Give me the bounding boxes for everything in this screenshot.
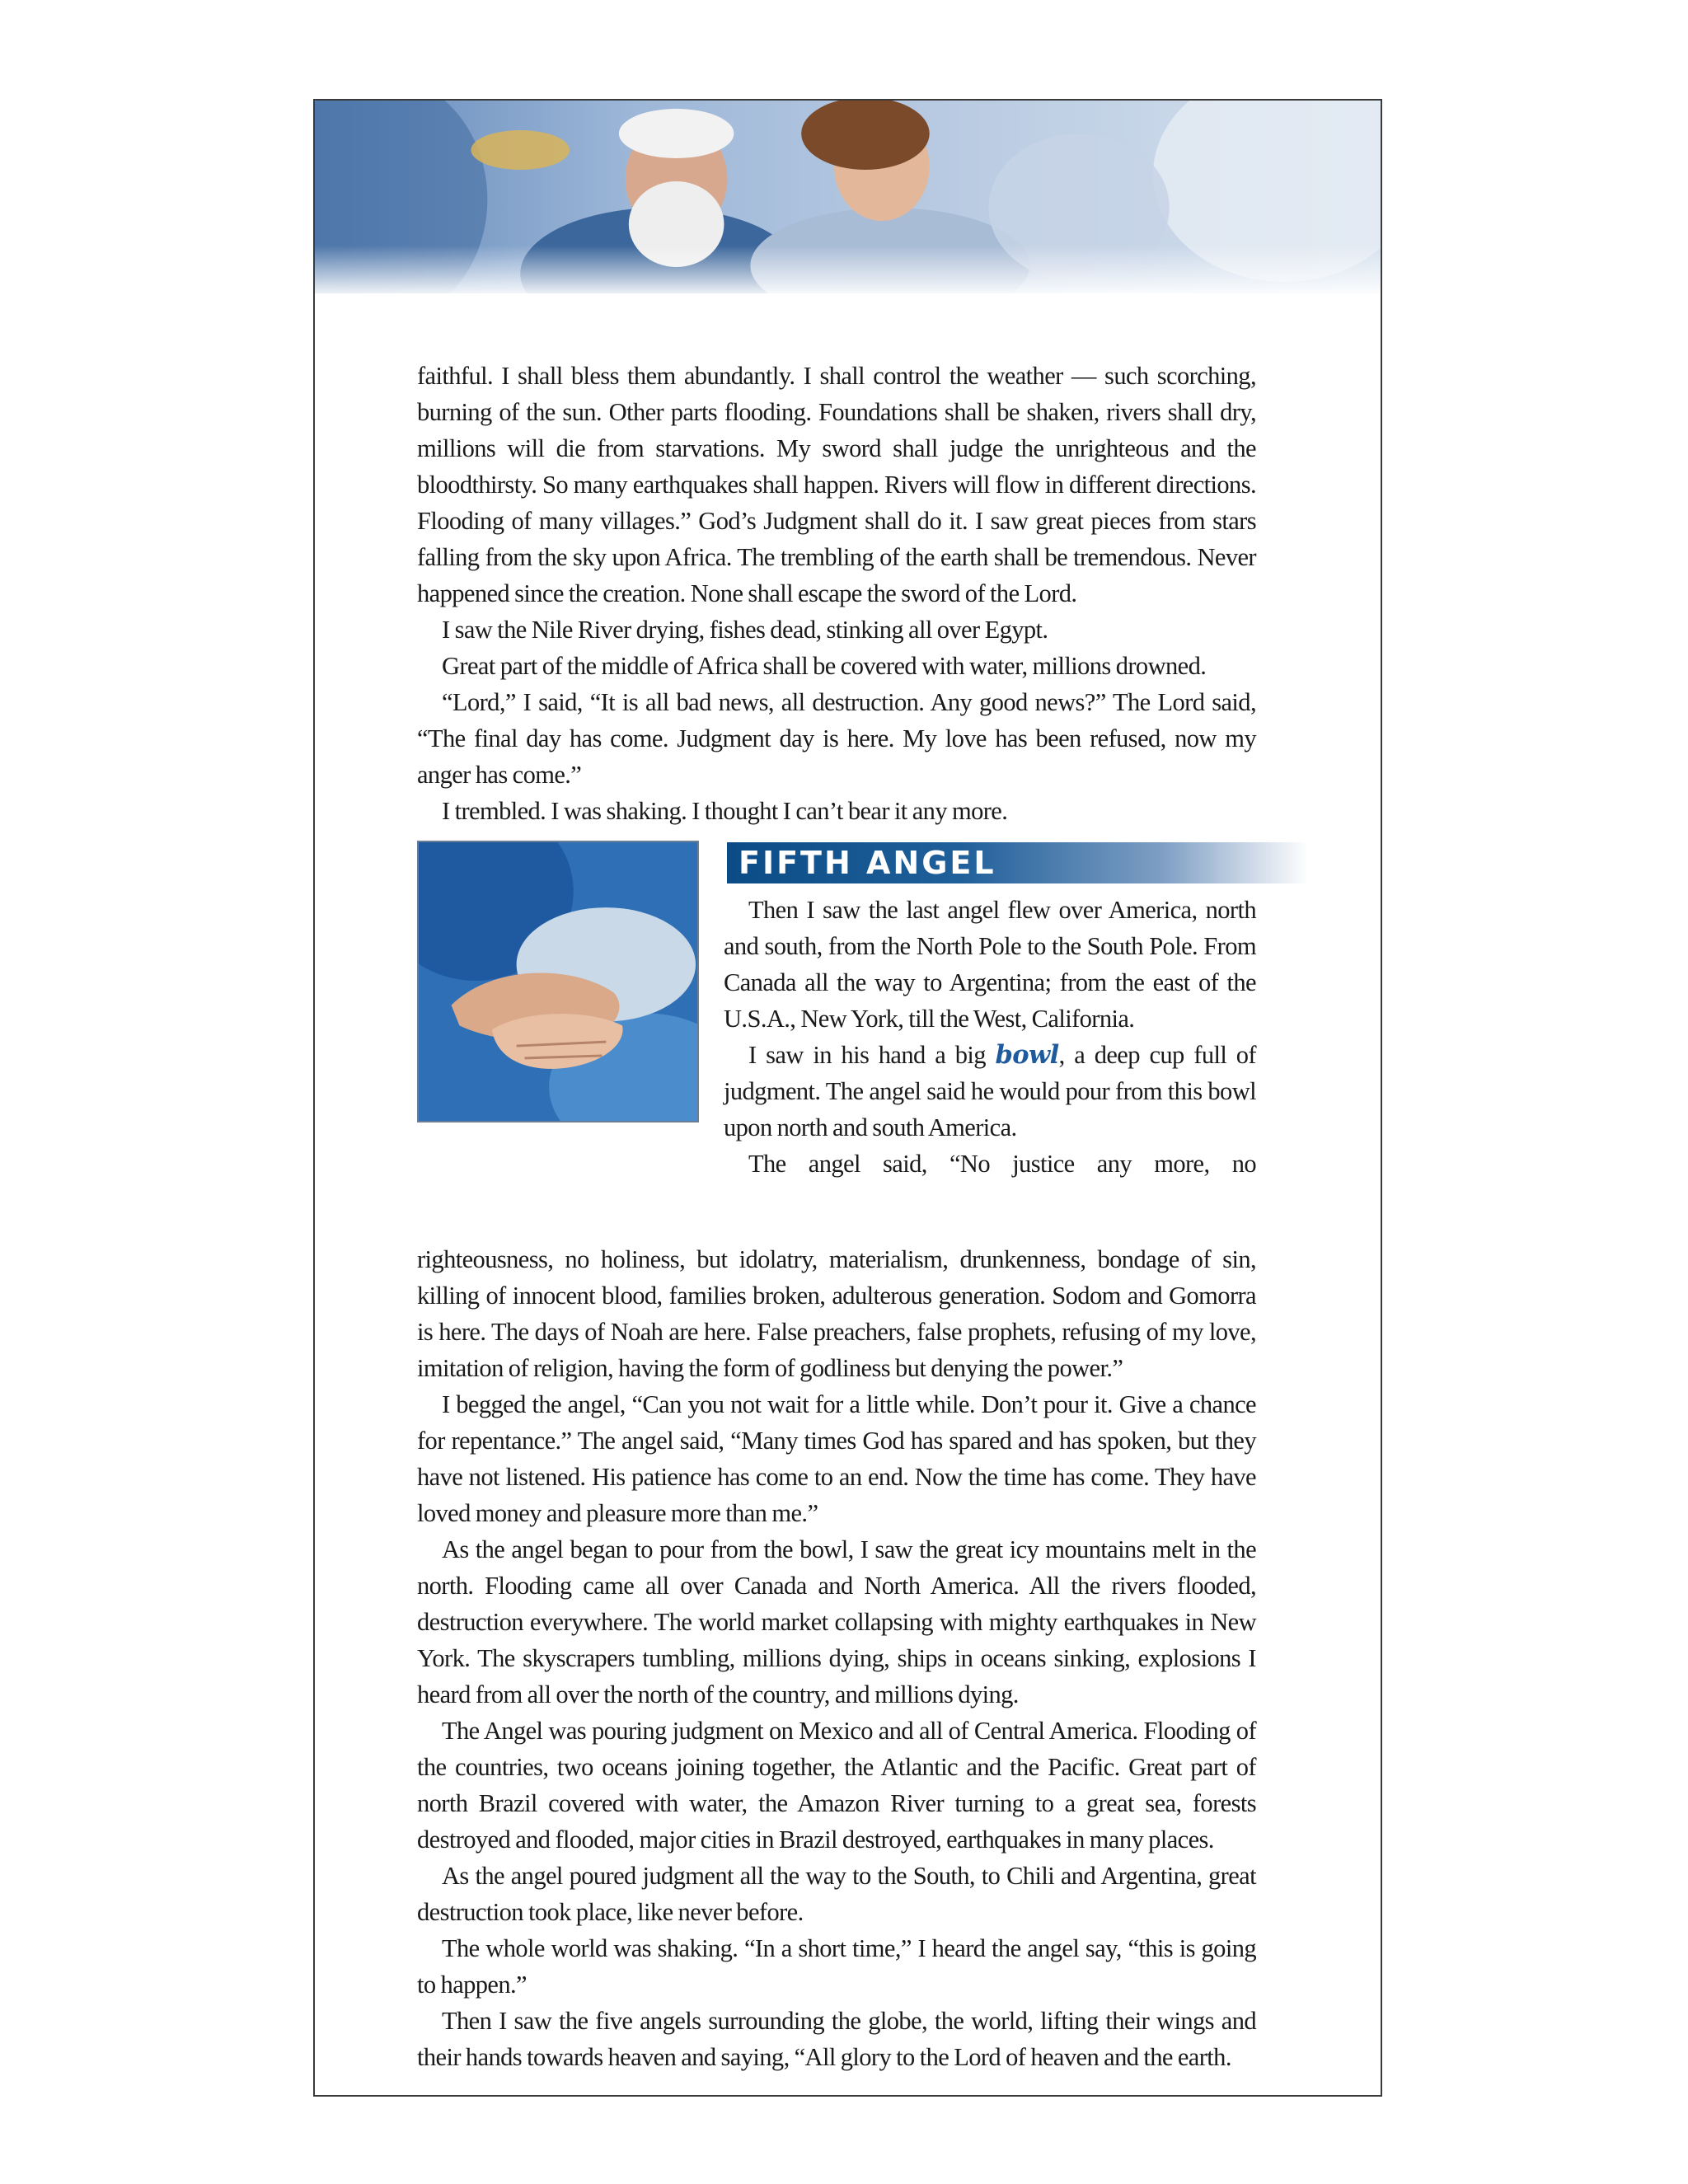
paragraph: Then I saw the last angel flew over America, north and south, from the North Pole to the South Pole. From Canada all the way to Argentina; from the east of the U.S.A., New York, till the West, California.	[724, 896, 1256, 1033]
section-heading-band	[727, 842, 1309, 883]
paragraph: The angel said, “No justice any more, no	[748, 1150, 1256, 1178]
paragraph: faithful. I shall bless them abundantly. I shall control the weather — such scorching, burning of the sun. Other parts flooding. Foundations shall be shaken, rivers shall dry, millions will die from starvations. My sword shall judge the unrighteous and the bloodthirsty. So many earthquakes shall happen. Rivers will flow in different directions. Flooding of many villages.” God’s Judgment shall do it. I saw great pieces from stars falling from the sky upon Africa. The trembling of the earth shall be tremendous. Never happened since the creation. None shall escape the sword of the Lord.	[417, 362, 1256, 607]
paragraph: The whole world was shaking. “In a short time,” I heard the angel say, “this is going to happen.”	[417, 1934, 1256, 1999]
paragraph: “Lord,” I said, “It is all bad news, all destruction. Any good news?” The Lord said, “The final day has come. Judgment day is here. My love has been refused, now my anger has come.”	[417, 688, 1256, 789]
bottom-text-block	[417, 1241, 1256, 2075]
paragraph: I trembled. I was shaking. I thought I can’t bear it any more.	[442, 797, 1008, 825]
page-frame	[313, 99, 1382, 2097]
paragraph: As the angel began to pour from the bowl, I saw the great icy mountains melt in the north. Flooding came all over Canada and North America. All the rivers flooded, destruction everywhere. The world market collapsing with mighty earthquakes in New York. The skyscrapers tumbling, millions dying, ships in oceans sinking, explosions I heard from all over the north of the country, and millions dying.	[417, 1535, 1256, 1708]
side-text-block	[724, 892, 1256, 1182]
paragraph: righteousness, no holiness, but idolatry, materialism, drunkenness, bondage of sin, killing of innocent blood, families broken, adulterous generation. Sodom and Gomorra is here. The days of Noah are here. False preachers, false prophets, refusing of my love, imitation of religion, having the form of godliness but denying the power.”	[417, 1245, 1256, 1382]
emphasized-word: bowl	[995, 1040, 1059, 1070]
paragraph-text: , a deep cup full of judgment. The angel said he would pour from this bowl upon north and south America.	[724, 1041, 1256, 1141]
top-text-block	[417, 358, 1256, 829]
paragraph-text: I saw in his hand a big	[748, 1041, 996, 1069]
angels-banner-image	[315, 101, 1381, 293]
hands-holding-bowl-image	[417, 841, 699, 1122]
section-heading: FIFTH ANGEL	[738, 845, 996, 881]
paragraph: The Angel was pouring judgment on Mexico and all of Central America. Flooding of the countries, two oceans joining together, the Atlantic and the Pacific. Great part of north Brazil covered with water, the Amazon River turning to a great sea, forests destroyed and flooded, major cities in Brazil destroyed, earthquakes in many places.	[417, 1717, 1256, 1854]
paragraph: I saw the Nile River drying, fishes dead, stinking all over Egypt.	[442, 616, 1048, 644]
paragraph	[724, 1037, 1256, 1146]
paragraph: Then I saw the five angels surrounding the globe, the world, lifting their wings and their hands towards heaven and saying, “All glory to the Lord of heaven and the earth.	[417, 2007, 1256, 2071]
paragraph: Great part of the middle of Africa shall be covered with water, millions drowned.	[442, 652, 1207, 680]
paragraph: I begged the angel, “Can you not wait for a little while. Don’t pour it. Give a chance for repentance.” The angel said, “Many times God has spared and has spoken, but they have not listened. His patience has come to an end. Now the time has come. They have loved money and pleasure more than me.”	[417, 1390, 1256, 1527]
paragraph: As the angel poured judgment all the way to the South, to Chili and Argentina, great destruction took place, like never before.	[417, 1862, 1256, 1926]
